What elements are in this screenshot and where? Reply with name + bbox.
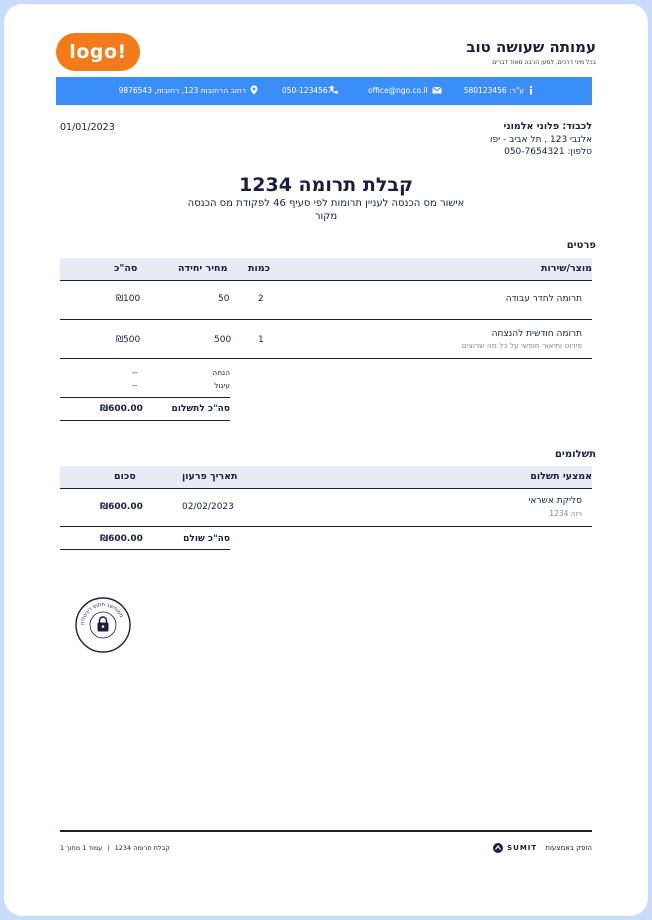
item-description: פירוט ותיאור חופשי על כל מה שרוצים: [461, 341, 582, 350]
sumit-logo-icon: [493, 843, 503, 853]
contact-address: רחוב הרחובות 123, רחובות, 9876543: [118, 86, 246, 95]
contact-email[interactable]: office@ngo.co.il: [368, 86, 428, 95]
document-subtitle: אישור מס הכנסה לעניין תרומות לפי סעיף 46 לפקודת מס הכנסה: [187, 198, 465, 209]
vat-info: ע"ר: 580123456: [463, 86, 524, 95]
payment-method: סליקת אשראי: [528, 496, 582, 506]
payments-total-value: ₪600.00: [100, 534, 143, 544]
payment-amount: ₪600.00: [100, 502, 143, 512]
totals-divider: [60, 420, 230, 421]
recipient-phone: טלפון: 050-7654321: [504, 147, 592, 157]
lock-icon: [98, 617, 109, 632]
items-total-value: ₪600.00: [100, 404, 143, 414]
discount-label: הנחה: [212, 368, 230, 377]
sumit-brand: SUMIT: [507, 844, 538, 852]
col-product: מוצר/שירות: [541, 263, 592, 274]
rounding-value: --: [132, 381, 138, 390]
totals-divider: [60, 397, 230, 398]
recipient-block: [332, 121, 592, 159]
org-name: עמותה שעושה טוב: [466, 38, 596, 56]
org-logo: logo!: [56, 33, 140, 71]
digital-signature-stamp: [74, 596, 132, 654]
item-quantity: 2: [258, 294, 264, 304]
location-pin-icon: [249, 85, 259, 95]
stamp-text: ממוחשב חתום דיגיטלית: [79, 601, 125, 626]
col-unit-price: מחיר יחידה: [178, 263, 228, 274]
recipient-address: אלנבי 123 , תל אביב - יפו: [490, 134, 592, 145]
table-divider: [60, 319, 592, 320]
col-total: סה"כ: [114, 263, 138, 274]
footer-page-info: עמוד 1 מתוך 1: [60, 844, 103, 852]
payments-total-label: סה"כ שולם: [183, 534, 230, 544]
footer-doc-info: קבלת תרומה 1234 | עמוד 1 מתוך 1: [60, 844, 170, 852]
document-date: 01/01/2023: [60, 122, 115, 133]
footer-doc-ref: קבלת תרומה 1234: [114, 844, 170, 852]
footer-divider: [60, 830, 592, 832]
table-divider: [60, 358, 592, 359]
item-unit-price: 500: [214, 335, 232, 345]
items-table-header: [60, 258, 592, 280]
items-section-title: פרטים: [566, 240, 596, 251]
item-name: תרומה חודשית להנצחה: [491, 329, 582, 339]
col-payment-method: אמצעי תשלום: [530, 471, 592, 482]
items-total-label: סה"כ לתשלום: [171, 404, 230, 414]
totals-divider: [60, 549, 230, 550]
item-name: תרומה לחדר עבודה: [505, 294, 582, 304]
recipient-name: לכבוד: פלוני אלמוני: [503, 121, 592, 132]
item-quantity: 1: [258, 335, 264, 345]
org-tagline: בכל מיני דרכים, למען הרבה מאוד דברים: [492, 59, 596, 66]
mail-icon: [432, 85, 442, 95]
discount-value: --: [132, 368, 138, 377]
contact-bar: [56, 77, 592, 105]
payments-table-header: [60, 466, 592, 488]
document-title: קבלת תרומה 1234: [239, 174, 413, 196]
payments-section-title: תשלומים: [554, 449, 596, 460]
item-unit-price: 50: [218, 294, 230, 304]
item-total: ₪100: [116, 294, 141, 304]
rounding-label: עיגול: [214, 381, 230, 390]
col-due-date: תאריך פרעון: [182, 471, 238, 482]
document-origin: מקור: [314, 211, 338, 222]
payment-detail: ויזה 1234: [549, 509, 582, 518]
item-total: ₪500: [116, 335, 141, 345]
col-amount: סכום: [114, 471, 136, 482]
contact-phone[interactable]: 050-1234567: [282, 86, 333, 95]
col-quantity: כמות: [248, 263, 271, 274]
payment-due-date: 02/02/2023: [182, 502, 234, 512]
info-icon: [526, 85, 536, 95]
footer-produced-label: הופק באמצעות: [545, 844, 592, 852]
table-divider: [60, 280, 592, 281]
footer-produced-by: [493, 843, 592, 853]
table-divider: [60, 488, 592, 489]
table-divider: [60, 526, 592, 527]
